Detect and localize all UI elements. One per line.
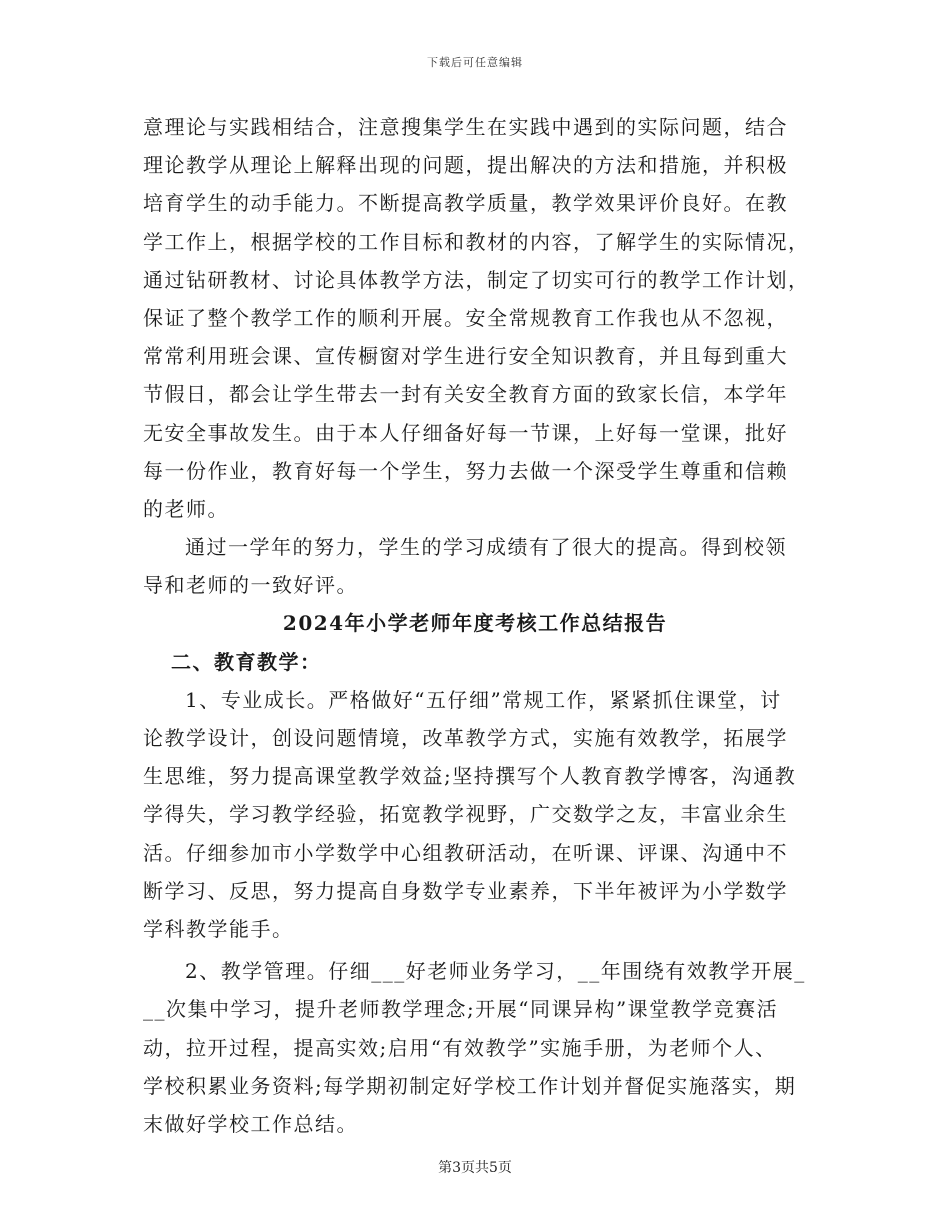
text-line: 末做好学校工作总结。 bbox=[143, 1111, 358, 1136]
text-line: 断学习、反思，努力提高自身数学专业素养，下半年被评为小学数学 bbox=[143, 878, 788, 903]
text-line: 学工作上，根据学校的工作目标和教材的内容，了解学生的实际情况， bbox=[143, 229, 810, 254]
text-line: 通过钻研教材、讨论具体教学方法，制定了切实可行的教学工作计划， bbox=[143, 267, 810, 292]
text-line: 生思维，努力提高课堂教学效益;坚持撰写个人教育教学博客，沟通教 bbox=[143, 764, 797, 789]
header-note: 下载后可任意编辑 bbox=[427, 56, 523, 69]
text-line: __次集中学习，提升老师教学理念;开展“同课异构”课堂教学竞赛活 bbox=[143, 997, 779, 1022]
text-line: 论教学设计，创设问题情境，改革教学方式，实施有效教学，拓展学 bbox=[143, 726, 788, 750]
text-line: 学科教学能手。 bbox=[143, 916, 294, 941]
text-line: 通过一学年的努力，学生的学习成绩有了很大的提高。得到校领 bbox=[185, 535, 787, 560]
text-line: 无安全事故发生。由于本人仔细备好每一节课，上好每一堂课，批好 bbox=[143, 420, 788, 445]
text-line: 培育学生的动手能力。不断提高教学质量，教学效果评价良好。在教 bbox=[143, 191, 788, 216]
subheading: 二、教育教学： bbox=[171, 649, 322, 674]
list-item bbox=[143, 952, 807, 1143]
text-line: 保证了整个教学工作的顺利开展。安全常规教育工作我也从不忽视， bbox=[143, 305, 788, 330]
text-line: 理论教学从理论上解释出现的问题，提出解决的方法和措施，并积极 bbox=[143, 153, 788, 178]
list-item bbox=[143, 681, 807, 948]
paragraph bbox=[143, 528, 807, 604]
text-line: 节假日，都会让学生带去一封有关安全教育方面的致家长信，本学年 bbox=[143, 382, 788, 407]
text-line: 动，拉开过程，提高实效;启用“有效教学”实施手册，为老师个人、 bbox=[143, 1035, 777, 1060]
paragraph bbox=[143, 108, 810, 528]
text-line: 2、教学管理。仔细___好老师业务学习，__年围绕有效教学开展_ bbox=[185, 959, 806, 984]
text-line: 常常利用班会课、宣传橱窗对学生进行安全知识教育，并且每到重大 bbox=[143, 344, 788, 369]
text-line: 学校积累业务资料;每学期初制定好学校工作计划并督促实施落实，期 bbox=[143, 1073, 797, 1098]
text-line: 学得失，学习教学经验，拓宽教学视野，广交数学之友，丰富业余生 bbox=[143, 802, 788, 827]
text-line: 活。仔细参加市小学数学中心组教研活动，在听课、评课、沟通中不 bbox=[143, 840, 788, 865]
text-line: 的老师。 bbox=[143, 496, 229, 521]
document-body bbox=[143, 108, 810, 1143]
page-number: 第3页共5页 bbox=[438, 1160, 512, 1176]
text-line: 1、专业成长。严格做好“五仔细”常规工作，紧紧抓住课堂，讨 bbox=[185, 687, 782, 712]
section-title: 2024年小学老师年度考核工作总结报告 bbox=[282, 611, 668, 636]
text-line: 意理论与实践相结合，注意搜集学生在实践中遇到的实际问题，结合 bbox=[143, 115, 788, 139]
text-line: 导和老师的一致好评。 bbox=[143, 573, 358, 598]
text-line: 每一份作业，教育好每一个学生，努力去做一个深受学生尊重和信赖 bbox=[143, 458, 788, 483]
